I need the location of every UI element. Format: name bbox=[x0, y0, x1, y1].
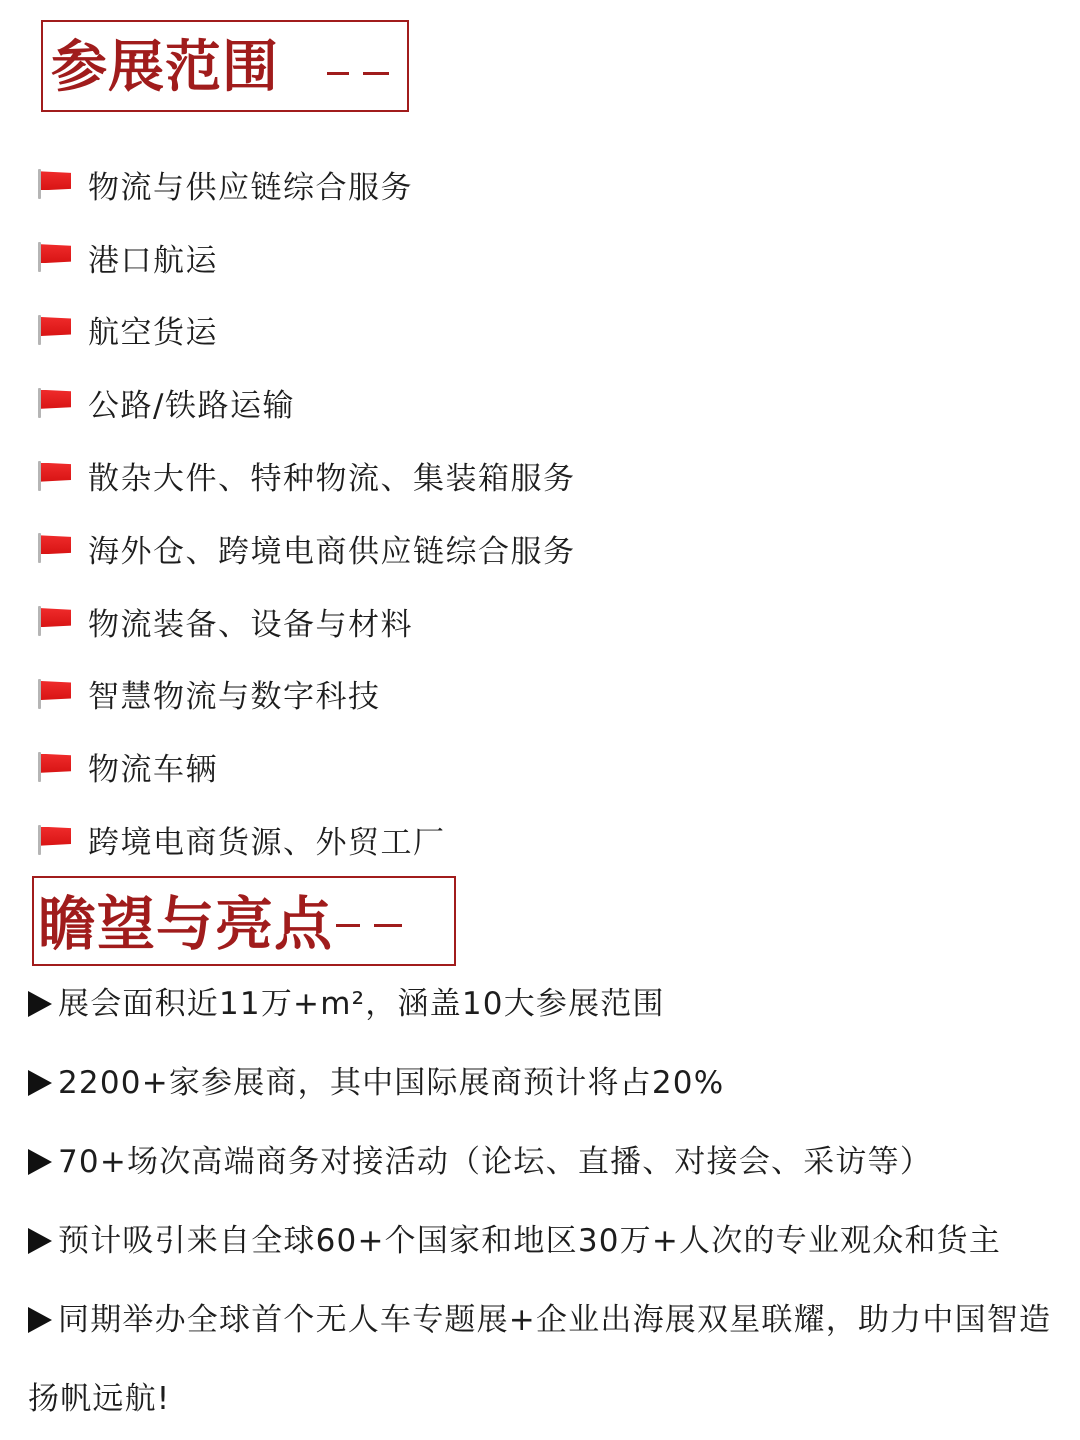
scope-item bbox=[34, 221, 576, 294]
section-heading-scope bbox=[37, 16, 413, 118]
red-flag-icon bbox=[34, 750, 76, 784]
scope-item bbox=[34, 658, 576, 731]
highlight-item bbox=[28, 1044, 1068, 1123]
highlights-list bbox=[28, 965, 1068, 1439]
scope-item-label: 航空货运 bbox=[88, 315, 218, 352]
red-flag-icon bbox=[34, 313, 76, 347]
section-heading-highlights bbox=[28, 870, 460, 972]
scope-item bbox=[34, 585, 576, 658]
heading-title: 参展范围 bbox=[51, 34, 279, 100]
heading-dash bbox=[374, 924, 402, 927]
black-triangle-icon bbox=[28, 1070, 52, 1096]
scope-item-label: 海外仓、跨境电商供应链综合服务 bbox=[88, 533, 576, 570]
scope-item bbox=[34, 803, 576, 876]
scope-item bbox=[34, 294, 576, 367]
scope-item bbox=[34, 730, 576, 803]
scope-item-label: 物流车辆 bbox=[88, 752, 218, 789]
scope-item bbox=[34, 148, 576, 221]
scope-item-label: 跨境电商货源、外贸工厂 bbox=[88, 825, 446, 862]
scope-list bbox=[34, 148, 576, 876]
red-flag-icon bbox=[34, 240, 76, 274]
scope-item-label: 物流装备、设备与材料 bbox=[88, 606, 413, 643]
heading-dash bbox=[336, 924, 360, 927]
highlight-text: 展会面积近11万+m²，涵盖10大参展范围 bbox=[58, 986, 665, 1022]
highlight-item bbox=[28, 1281, 1068, 1360]
black-triangle-icon bbox=[28, 1228, 52, 1254]
scope-item-label: 散杂大件、特种物流、集装箱服务 bbox=[88, 461, 576, 498]
highlight-item bbox=[28, 1202, 1068, 1281]
highlight-text: 2200+家参展商，其中国际展商预计将占20% bbox=[58, 1065, 725, 1101]
heading-dash bbox=[327, 72, 349, 75]
scope-item bbox=[34, 512, 576, 585]
black-triangle-icon bbox=[28, 991, 52, 1017]
red-flag-icon bbox=[34, 386, 76, 420]
highlight-item bbox=[28, 965, 1068, 1044]
highlight-text: 70+场次高端商务对接活动（论坛、直播、对接会、采访等） bbox=[58, 1144, 933, 1180]
highlight-item bbox=[28, 1123, 1068, 1202]
scope-item-label: 智慧物流与数字科技 bbox=[88, 679, 381, 716]
highlight-text: 预计吸引来自全球60+个国家和地区30万+人次的专业观众和货主 bbox=[58, 1223, 1002, 1259]
scope-item bbox=[34, 439, 576, 512]
heading-title: 瞻望与亮点 bbox=[38, 890, 334, 958]
highlight-text: 同期举办全球首个无人车专题展+企业出海展双星联耀，助力中国智造 bbox=[58, 1302, 1052, 1338]
red-flag-icon bbox=[34, 167, 76, 201]
black-triangle-icon bbox=[28, 1149, 52, 1175]
scope-item-label: 港口航运 bbox=[88, 242, 218, 279]
scope-item bbox=[34, 366, 576, 439]
red-flag-icon bbox=[34, 677, 76, 711]
red-flag-icon bbox=[34, 459, 76, 493]
heading-dash bbox=[363, 72, 389, 75]
red-flag-icon bbox=[34, 531, 76, 565]
red-flag-icon bbox=[34, 823, 76, 857]
scope-item-label: 物流与供应链综合服务 bbox=[88, 169, 413, 206]
highlight-continuation: 扬帆远航! bbox=[28, 1381, 171, 1417]
red-flag-icon bbox=[34, 604, 76, 638]
scope-item-label: 公路/铁路运输 bbox=[88, 388, 295, 425]
black-triangle-icon bbox=[28, 1307, 52, 1333]
